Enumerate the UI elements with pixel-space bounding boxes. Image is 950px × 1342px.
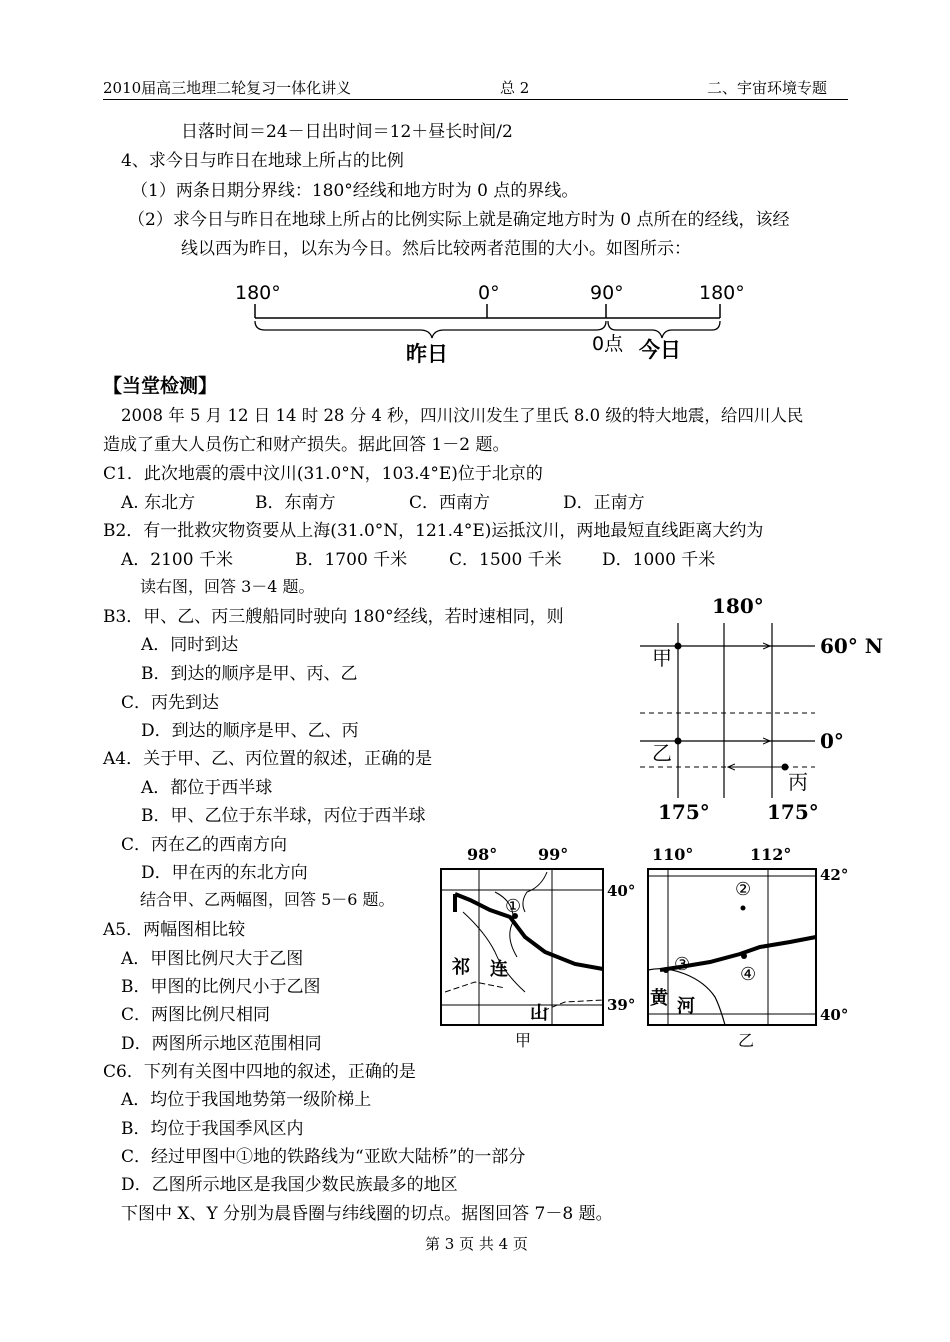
lat-60n-label: 60° N [820,634,884,658]
question-5: A5．两幅图相比较 [103,920,246,940]
map-yi-he: 河 [677,996,695,1017]
q6-option-a: A．均位于我国地势第一级阶梯上 [121,1090,372,1110]
q2-option-d: D．1000 千米 [602,550,716,570]
map-yi-caption: 乙 [738,1031,755,1050]
q2-option-b: B．1700 千米 [295,550,408,570]
map-jia-lat-39: 39° [607,996,636,1014]
q5-option-c: C．两图比例尺相同 [121,1005,271,1025]
tick-90: 90° [590,282,624,304]
meridian-175-right: 175° [767,800,819,824]
question-1: C1．此次地震的震中汶川(31.0°N，103.4°E)位于北京的 [103,464,543,484]
map-jia-lon-98: 98° [467,845,498,864]
combine-prompt: 结合甲、乙两幅图，回答 5－6 题。 [140,890,395,909]
q4-option-b: B．甲、乙位于东半球，丙位于西半球 [141,806,426,826]
point-1: （1）两条日期分界线：180°经线和地方时为 0 点的界线。 [131,181,579,201]
today-label: 今日 [639,338,681,362]
q1-option-d: D．正南方 [563,493,645,513]
map-yi-point-3: ③ [674,954,691,975]
section-4-title: 4、求今日与昨日在地球上所占的比例 [121,151,404,171]
q3-option-d: D．到达的顺序是甲、乙、丙 [141,721,359,741]
map-jia-qi: 祁 [452,957,470,978]
map-jia-point-1: ① [505,896,522,917]
test-heading: 【当堂检测】 [103,375,218,397]
map-jia-shan: 山 [530,1003,548,1024]
point-2: （2）求今日与昨日在地球上所占的比例实际上就是确定地方时为 0 点所在的经线，该经 [128,210,790,230]
ship-yi-dot [675,738,682,745]
meridian-180-label: 180° [712,594,764,618]
q4-option-a: A．都位于西半球 [141,778,273,798]
ship-jia-dot [675,643,682,650]
map-yi-lon-110: 110° [652,845,694,864]
map-yi [640,842,865,1052]
tick-180-right: 180° [699,282,745,304]
q5-option-b: B．甲图的比例尺小于乙图 [121,977,321,997]
sunset-formula: 日落时间＝24－日出时间＝12＋昼长时间/2 [181,122,513,142]
map-yi-point-4: ④ [740,964,757,985]
question-3: B3．甲、乙、丙三艘船同时驶向 180°经线，若时速相同，则 [103,607,564,627]
ship-jia-label: 甲 [652,646,672,670]
tick-180-left: 180° [235,282,281,304]
q3-option-b: B．到达的顺序是甲、丙、乙 [141,664,358,684]
header-center: 总 2 [500,79,530,97]
q4-option-c: C．丙在乙的西南方向 [121,835,288,855]
q2-option-a: A．2100 千米 [121,550,233,570]
map-yi-huang: 黄 [650,988,668,1009]
header-rule [103,99,848,100]
map-yi-lat-40: 40° [820,1006,849,1024]
read-right-prompt: 读右图，回答 3－4 题。 [140,577,315,596]
map-yi-lon-112: 112° [750,845,792,864]
tick-0: 0° [478,282,500,304]
q6-option-d: D．乙图所示地区是我国少数民族最多的地区 [121,1175,458,1195]
map-yi-point-2: ② [735,879,752,900]
yesterday-label: 昨日 [406,342,448,366]
map-jia-caption: 甲 [515,1031,532,1050]
question-4: A4．关于甲、乙、丙位置的叙述，正确的是 [103,749,433,769]
map-yi-lat-42: 42° [820,866,849,884]
q3-option-a: A．同时到达 [141,635,239,655]
q5-option-a: A．甲图比例尺大于乙图 [121,949,304,969]
ship-yi-label: 乙 [652,741,672,765]
test-intro-1: 2008 年 5 月 12 日 14 时 28 分 4 秒，四川汶川发生了里氏 8.0 级的特大地震，给四川人民 [121,406,804,425]
final-prompt: 下图中 X、Y 分别为晨昏圈与纬线圈的切点。据图回答 7－8 题。 [121,1204,613,1224]
q4-option-d: D．甲在丙的东北方向 [141,863,308,883]
question-2: B2．有一批救灾物资要从上海(31.0°N，121.4°E)运抵汶川，两地最短直线距离大约为 [103,521,764,541]
map-jia [435,842,645,1052]
q1-option-b: B．东南方 [255,493,336,513]
date-line-diagram [225,272,765,372]
q5-option-d: D．两图所示地区范围相同 [121,1034,322,1054]
map-jia-lon-99: 99° [538,845,569,864]
map-jia-lian: 连 [490,959,508,980]
ship-route-map [620,593,890,833]
q3-option-c: C．丙先到达 [121,693,220,713]
q2-option-c: C．1500 千米 [449,550,562,570]
question-6: C6．下列有关图中四地的叙述，正确的是 [103,1062,416,1082]
point-2-cont: 线以西为昨日，以东为今日。然后比较两者范围的大小。如图所示： [181,239,691,259]
map-jia-lat-40: 40° [607,882,636,900]
ship-bing-label: 丙 [788,770,808,794]
q1-option-c: C．西南方 [409,493,491,513]
test-intro-2: 造成了重大人员伤亡和财产损失。据此回答 1－2 题。 [103,435,510,455]
lat-0-label: 0° [820,729,844,753]
q6-option-c: C．经过甲图中①地的铁路线为“亚欧大陆桥”的一部分 [121,1147,526,1167]
header-left: 2010届高三地理二轮复习一体化讲义 [103,79,352,97]
page-footer: 第 3 页 共 4 页 [425,1235,528,1253]
meridian-175-left: 175° [658,800,710,824]
zero-point-label: 0点 [592,333,624,355]
q1-option-a: A. 东北方 [121,493,196,513]
header-right: 二、宇宙环境专题 [707,79,828,97]
q6-option-b: B．均位于我国季风区内 [121,1119,304,1139]
